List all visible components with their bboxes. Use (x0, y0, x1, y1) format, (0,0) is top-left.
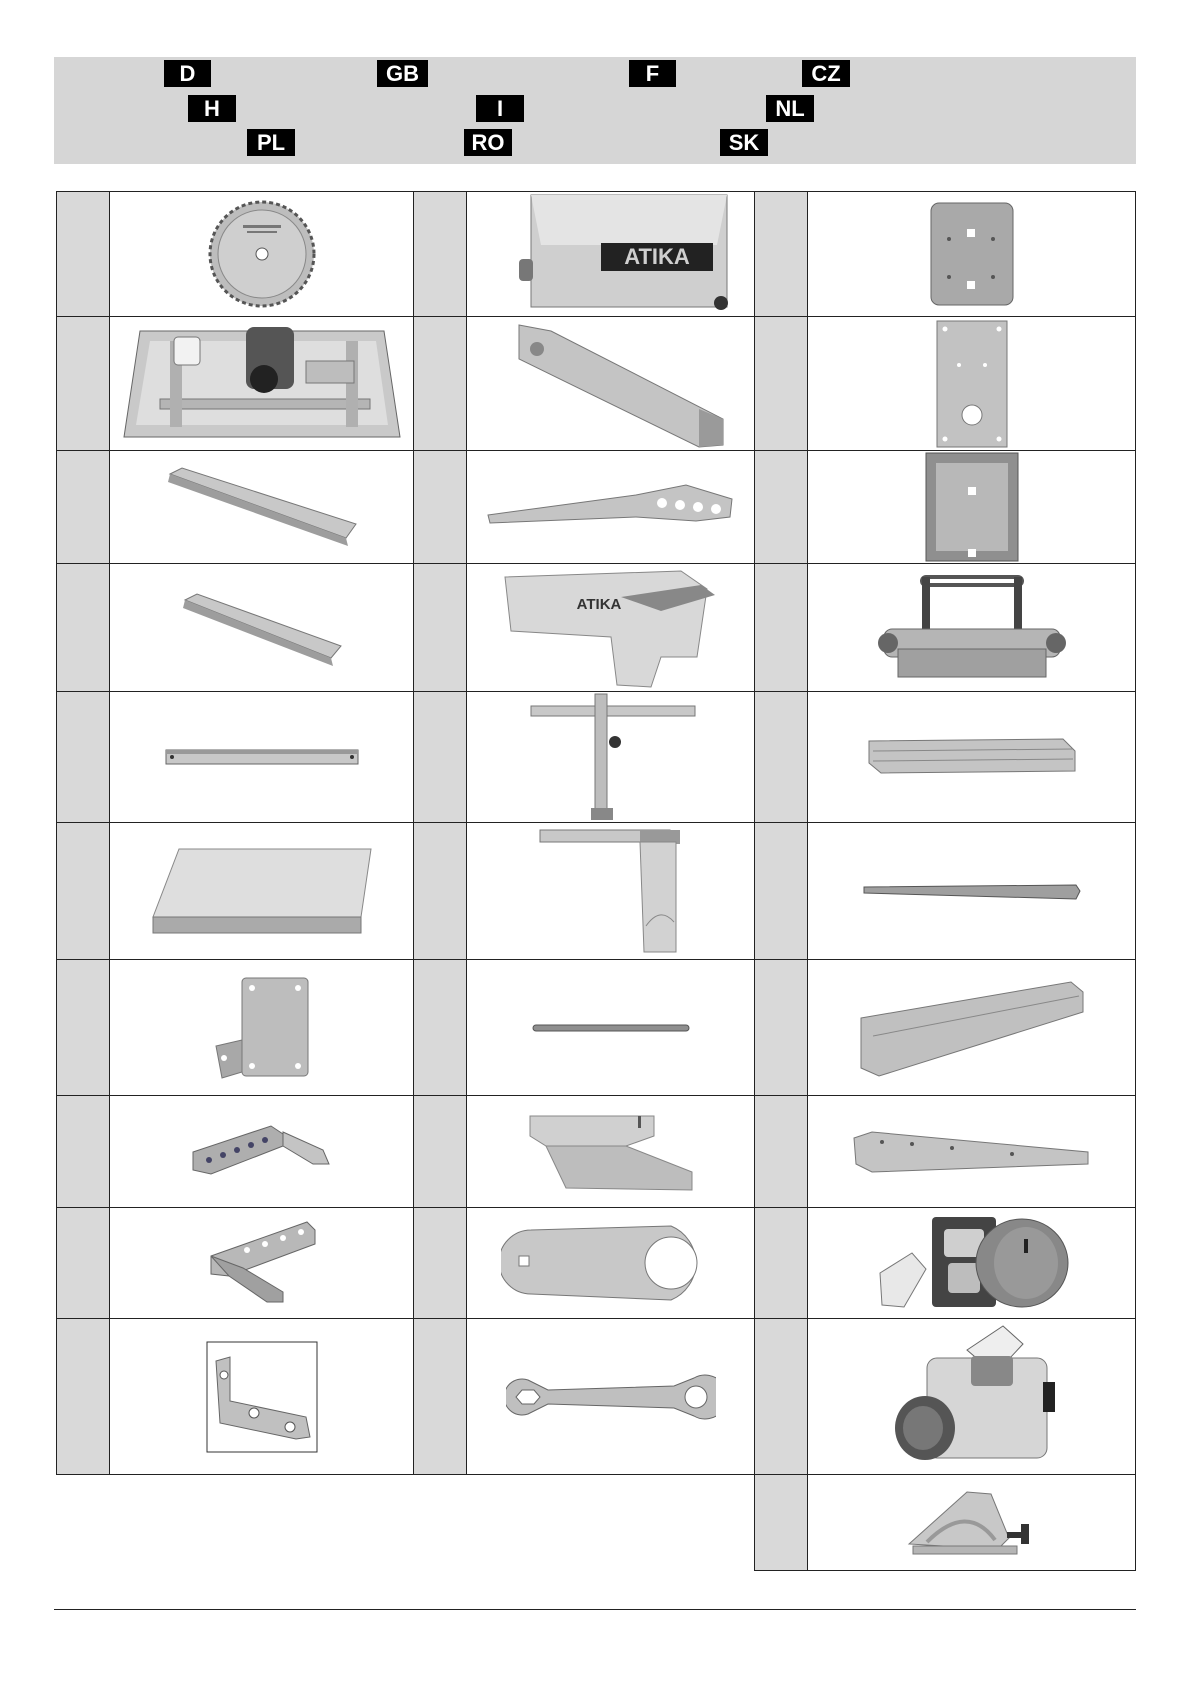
lang-tag-pl: PL (247, 129, 295, 156)
item-number-cell (57, 692, 110, 823)
mounting-bracket-image (110, 960, 414, 1096)
item-number-cell (755, 1208, 808, 1319)
lang-tag-h: H (188, 95, 236, 122)
item-number-cell (57, 192, 110, 317)
table-row (57, 960, 1136, 1096)
lang-tag-d: D (164, 60, 211, 87)
lang-tag-sk: SK (720, 129, 768, 156)
item-number-cell (414, 192, 467, 317)
item-number-cell (57, 1096, 110, 1208)
item-number-cell (755, 823, 808, 960)
table-row (57, 1475, 1136, 1571)
item-number-cell (57, 564, 110, 692)
motor-frame-image (110, 317, 414, 451)
l-bracket-image (110, 1319, 414, 1475)
roller-unit-image (808, 564, 1136, 692)
item-number-cell (755, 564, 808, 692)
lang-tag-gb: GB (377, 60, 428, 87)
table-row (57, 564, 1136, 692)
table-row (57, 317, 1136, 451)
perforated-bracket-image (110, 1208, 414, 1319)
table-row (57, 823, 1136, 960)
lang-tag-ro: RO (464, 129, 512, 156)
table-row (57, 192, 1136, 317)
item-number-cell (57, 823, 110, 960)
lang-tag-f: F (629, 60, 676, 87)
brand-logo: ATIKA (576, 595, 621, 613)
short-rod-image (467, 960, 755, 1096)
angle-profile-image (808, 960, 1136, 1096)
riving-knife-guard-image (467, 564, 755, 692)
base-plate-image (808, 317, 1136, 451)
long-rail-image (110, 451, 414, 564)
table-row (57, 1319, 1136, 1475)
table-row (57, 451, 1136, 564)
slotted-strip-image (808, 1096, 1136, 1208)
item-number-cell (414, 823, 467, 960)
saw-guard-image (808, 1475, 1136, 1571)
item-number-cell (414, 960, 467, 1096)
footer-rule (54, 1609, 1136, 1610)
item-number-cell (755, 1319, 808, 1475)
lang-tag-nl: NL (766, 95, 814, 122)
square-plate-image (808, 451, 1136, 564)
table-row (57, 1096, 1136, 1208)
blade-guard-image (467, 192, 755, 317)
item-number-cell (755, 692, 808, 823)
power-connector-box-image (808, 1319, 1136, 1475)
item-number-cell (57, 317, 110, 451)
item-number-cell (414, 564, 467, 692)
item-number-cell (57, 451, 110, 564)
mitre-fence-image (467, 823, 755, 960)
mounting-plate-image (808, 192, 1136, 317)
item-number-cell (414, 317, 467, 451)
item-number-cell (755, 1096, 808, 1208)
double-end-wrench-image (467, 1319, 755, 1475)
flat-bar-image (110, 692, 414, 823)
item-number-cell (414, 1319, 467, 1475)
long-rail-image (110, 564, 414, 692)
table-row (57, 1208, 1136, 1319)
extrusion-profile-image (808, 692, 1136, 823)
item-number-cell (57, 960, 110, 1096)
angle-bracket-image (467, 317, 755, 451)
empty-area (57, 1475, 755, 1571)
item-number-cell (755, 317, 808, 451)
oval-wrench-plate-image (467, 1208, 755, 1319)
item-number-cell (755, 192, 808, 317)
item-number-cell (57, 1319, 110, 1475)
table-extension-image (110, 823, 414, 960)
item-number-cell (755, 960, 808, 1096)
item-number-cell (755, 451, 808, 564)
bent-sheet-bracket-image (467, 1096, 755, 1208)
language-band (54, 57, 1136, 164)
parts-table (56, 191, 1136, 1571)
lang-tag-cz: CZ (802, 60, 850, 87)
table-row (57, 692, 1136, 823)
item-number-cell (414, 451, 467, 564)
item-number-cell (57, 1208, 110, 1319)
rip-fence-image (467, 692, 755, 823)
round-rod-image (808, 823, 1136, 960)
item-number-cell (414, 1208, 467, 1319)
item-number-cell (414, 1096, 467, 1208)
connector-switch-image (808, 1208, 1136, 1319)
item-number-cell (414, 692, 467, 823)
lang-tag-i: I (476, 95, 524, 122)
saw-blade-image (110, 192, 414, 317)
support-arm-image (467, 451, 755, 564)
brand-logo: ATIKA (623, 244, 690, 269)
perforated-bracket-image (110, 1096, 414, 1208)
item-number-cell (755, 1475, 808, 1571)
